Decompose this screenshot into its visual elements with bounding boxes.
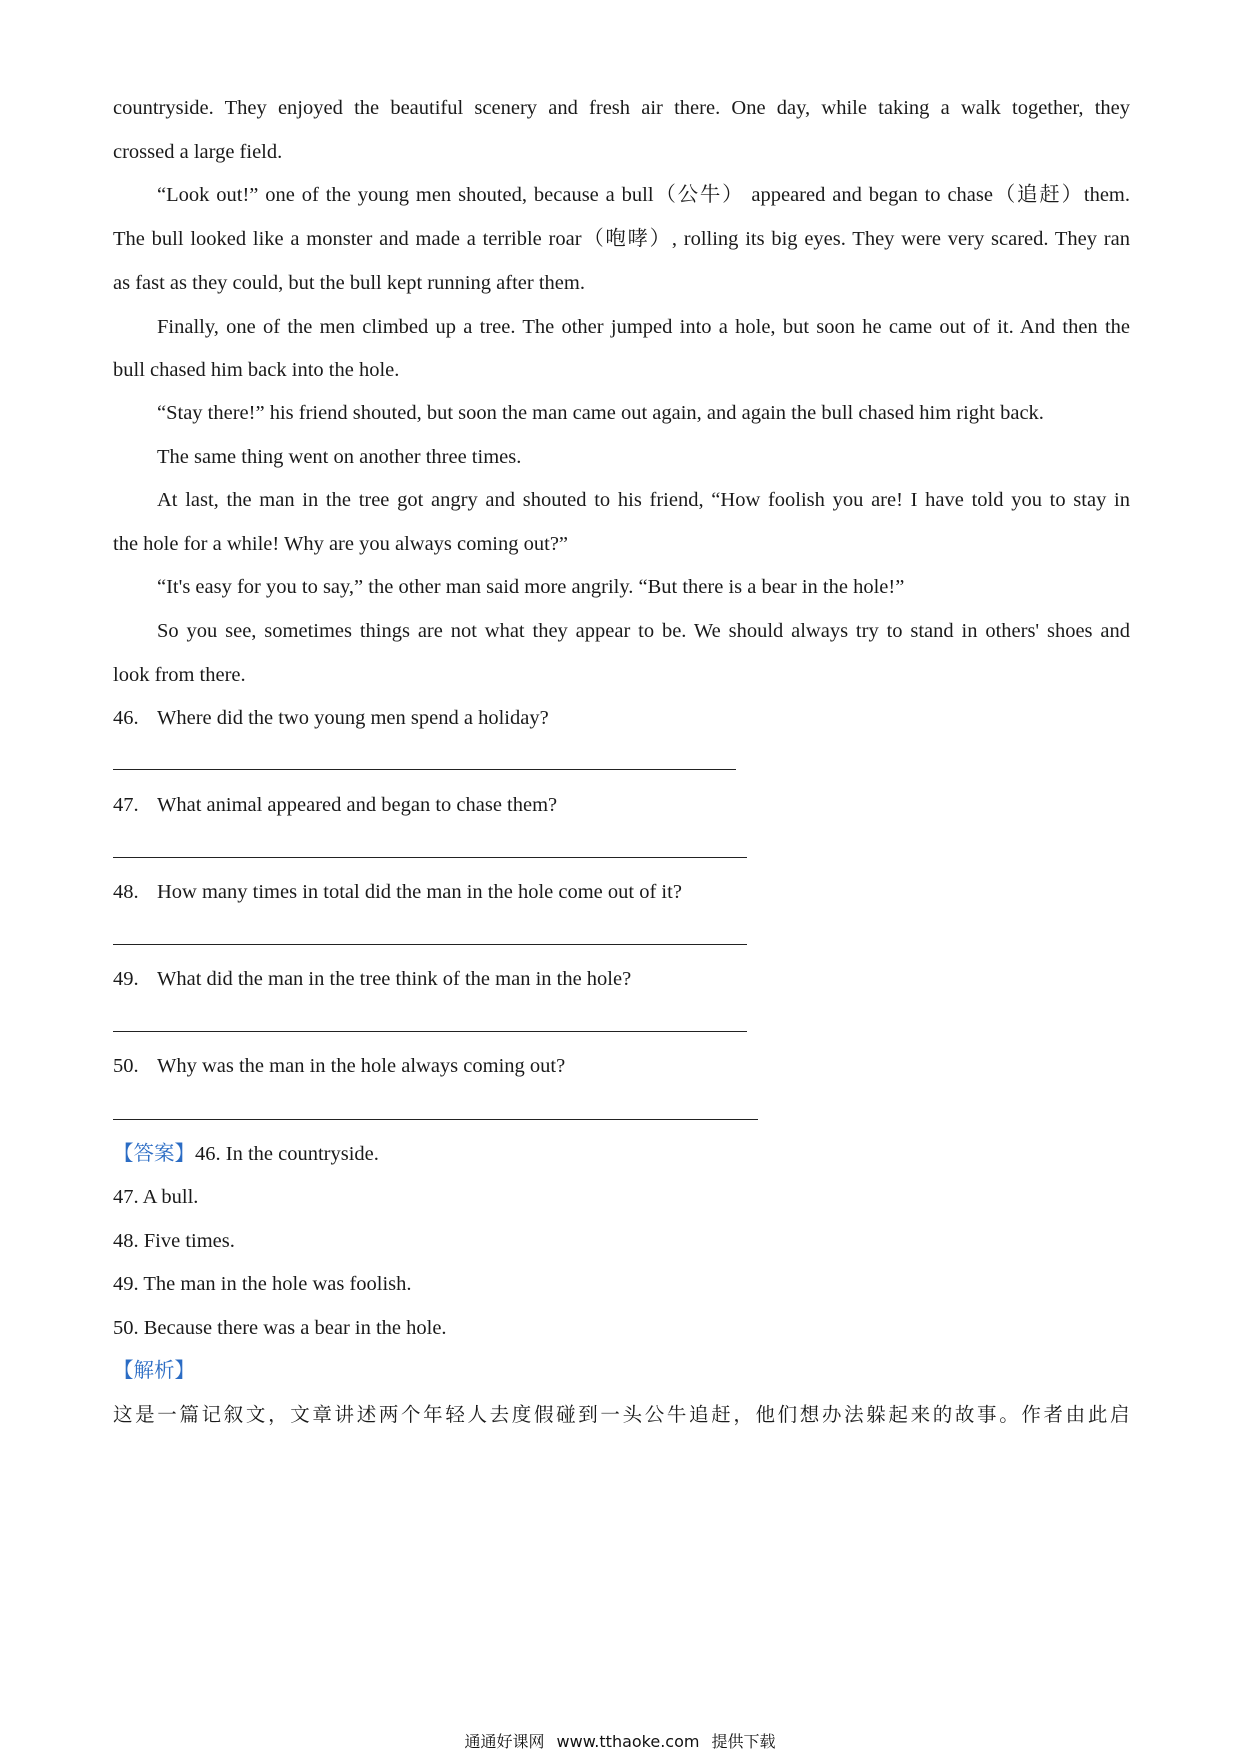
answer-line-48[interactable] bbox=[113, 944, 747, 945]
question-47 bbox=[113, 792, 557, 818]
answer-text: 50. Because there was a bear in the hole. bbox=[113, 1317, 447, 1339]
answer-line-47[interactable] bbox=[113, 857, 747, 858]
answer-text: 46. In the countryside. bbox=[195, 1143, 379, 1165]
page-footer bbox=[0, 1732, 1240, 1752]
answer-tag: 【答案】 bbox=[113, 1143, 195, 1165]
question-49 bbox=[113, 966, 631, 992]
passage-line: So you see, sometimes things are not what they appear to be. We should always try to stand in others' shoes and bbox=[157, 620, 1130, 642]
analysis-text: 这是一篇记叙文，文章讲述两个年轻人去度假碰到一头公牛追赶，他们想办法躲起来的故事。作者由此启 bbox=[113, 1403, 1130, 1426]
footer-site-name: 通通好课网 bbox=[464, 1732, 545, 1751]
question-46 bbox=[113, 705, 549, 731]
question-text: Why was the man in the hole always coming out? bbox=[157, 1055, 566, 1077]
question-text: What animal appeared and began to chase them? bbox=[157, 794, 558, 816]
passage-line: crossed a large field. bbox=[113, 141, 283, 163]
answer-block bbox=[113, 1141, 379, 1167]
passage-line: the hole for a while! Why are you always coming out?” bbox=[113, 533, 569, 555]
analysis-tag: 【解析】 bbox=[113, 1360, 195, 1382]
answer-text: 49. The man in the hole was foolish. bbox=[113, 1273, 412, 1295]
question-number: 48. bbox=[113, 881, 139, 903]
passage-line: The bull looked like a monster and made a terrible roar（咆哮）, rolling its big eyes. They were very scared. They ran bbox=[113, 228, 1130, 250]
passage-line: as fast as they could, but the bull kept running after them. bbox=[113, 272, 585, 294]
passage-line: countryside. They enjoyed the beautiful scenery and fresh air there. One day, while taking a walk together, they bbox=[113, 97, 1130, 119]
answer-line-49[interactable] bbox=[113, 1031, 747, 1032]
answer-line-50[interactable] bbox=[113, 1119, 758, 1120]
footer-suffix: 提供下载 bbox=[711, 1732, 776, 1751]
question-text: What did the man in the tree think of the man in the hole? bbox=[157, 968, 632, 990]
passage-line: “Look out!” one of the young men shouted, because a bull（公牛） appeared and began to chase（追赶）them. bbox=[157, 184, 1130, 206]
question-number: 47. bbox=[113, 794, 139, 816]
question-text: Where did the two young men spend a holiday? bbox=[157, 707, 549, 729]
question-50 bbox=[113, 1053, 565, 1079]
question-number: 50. bbox=[113, 1055, 139, 1077]
passage-line: “It's easy for you to say,” the other man said more angrily. “But there is a bear in the hole!” bbox=[157, 576, 905, 598]
passage-line: The same thing went on another three times. bbox=[157, 446, 522, 468]
question-number: 49. bbox=[113, 968, 139, 990]
answer-text: 47. A bull. bbox=[113, 1186, 199, 1208]
passage-line: At last, the man in the tree got angry and shouted to his friend, “How foolish you are! I have told you to stay in bbox=[157, 489, 1130, 511]
question-48 bbox=[113, 879, 682, 905]
footer-url[interactable]: www.tthaoke.com bbox=[556, 1732, 700, 1751]
question-text: How many times in total did the man in the hole come out of it? bbox=[157, 881, 682, 903]
passage-line: “Stay there!” his friend shouted, but soon the man came out again, and again the bull chased him right back. bbox=[157, 402, 1044, 424]
passage-line: Finally, one of the men climbed up a tree. The other jumped into a hole, but soon he came out of it. And then the bbox=[157, 316, 1130, 338]
answer-text: 48. Five times. bbox=[113, 1230, 235, 1252]
passage-line: bull chased him back into the hole. bbox=[113, 359, 400, 381]
passage-line: look from there. bbox=[113, 664, 246, 686]
question-number: 46. bbox=[113, 707, 139, 729]
answer-line-46[interactable] bbox=[113, 769, 736, 770]
